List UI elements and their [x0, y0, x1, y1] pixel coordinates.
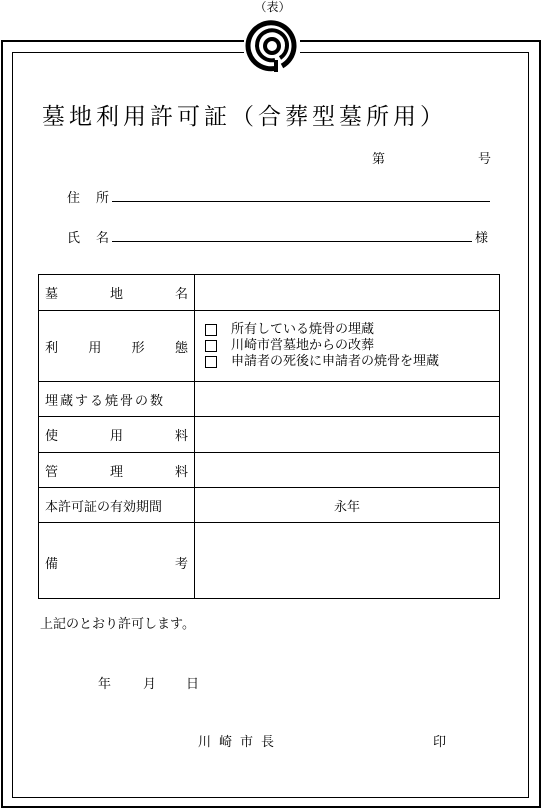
cemetery-name-value[interactable]	[195, 275, 500, 311]
table-row	[39, 275, 500, 311]
number-prefix: 第	[372, 152, 386, 167]
remarks-value[interactable]	[195, 523, 500, 599]
page-title: 墓地利用許可証（合葬型墓所用）	[42, 104, 447, 130]
date-day: 日	[186, 677, 200, 692]
seal-mark: 印	[433, 735, 447, 750]
name-label-1: 氏	[67, 231, 81, 246]
address-field[interactable]	[112, 201, 490, 202]
date-year: 年	[98, 677, 112, 692]
option-row[interactable]: 川崎市営墓地からの改葬	[201, 338, 493, 354]
name-field[interactable]	[112, 241, 472, 242]
option-row[interactable]: 所有している焼骨の埋蔵	[201, 322, 493, 338]
management-fee-value[interactable]	[195, 453, 500, 488]
table-row	[39, 453, 500, 488]
cemetery-name-label: 墓 地 名	[39, 275, 195, 311]
usage-fee-value[interactable]	[195, 417, 500, 453]
city-emblem-icon	[244, 18, 300, 74]
approval-statement: 上記のとおり許可します。	[40, 617, 195, 632]
permit-table	[38, 274, 500, 599]
table-row	[39, 382, 500, 417]
table-row	[39, 311, 500, 382]
mayor-signature: 川崎市長	[198, 735, 283, 750]
checkbox[interactable]	[205, 340, 217, 352]
option-row[interactable]: 申請者の死後に申請者の焼骨を埋蔵	[201, 354, 493, 370]
remains-count-value[interactable]	[195, 382, 500, 417]
side-label: （表）	[254, 0, 291, 14]
date-month: 月	[143, 677, 157, 692]
table-row	[39, 523, 500, 599]
address-label-1: 住	[67, 191, 81, 206]
management-fee-label: 管 理 料	[39, 453, 195, 488]
table-row	[39, 488, 500, 523]
validity-label: 本許可証の有効期間	[39, 488, 195, 523]
usage-fee-label: 使 用 料	[39, 417, 195, 453]
table-row	[39, 417, 500, 453]
name-label-2: 名	[96, 231, 110, 246]
usage-type-label: 利 用 形 態	[39, 311, 195, 382]
checkbox[interactable]	[205, 324, 217, 336]
address-label-2: 所	[96, 191, 110, 206]
remarks-label: 備 考	[39, 523, 195, 599]
usage-type-options	[195, 311, 500, 382]
number-suffix: 号	[478, 152, 492, 167]
remains-count-label: 埋蔵する焼骨の数	[39, 382, 195, 417]
validity-value: 永年	[195, 488, 500, 523]
checkbox[interactable]	[205, 356, 217, 368]
name-suffix: 様	[475, 231, 489, 246]
